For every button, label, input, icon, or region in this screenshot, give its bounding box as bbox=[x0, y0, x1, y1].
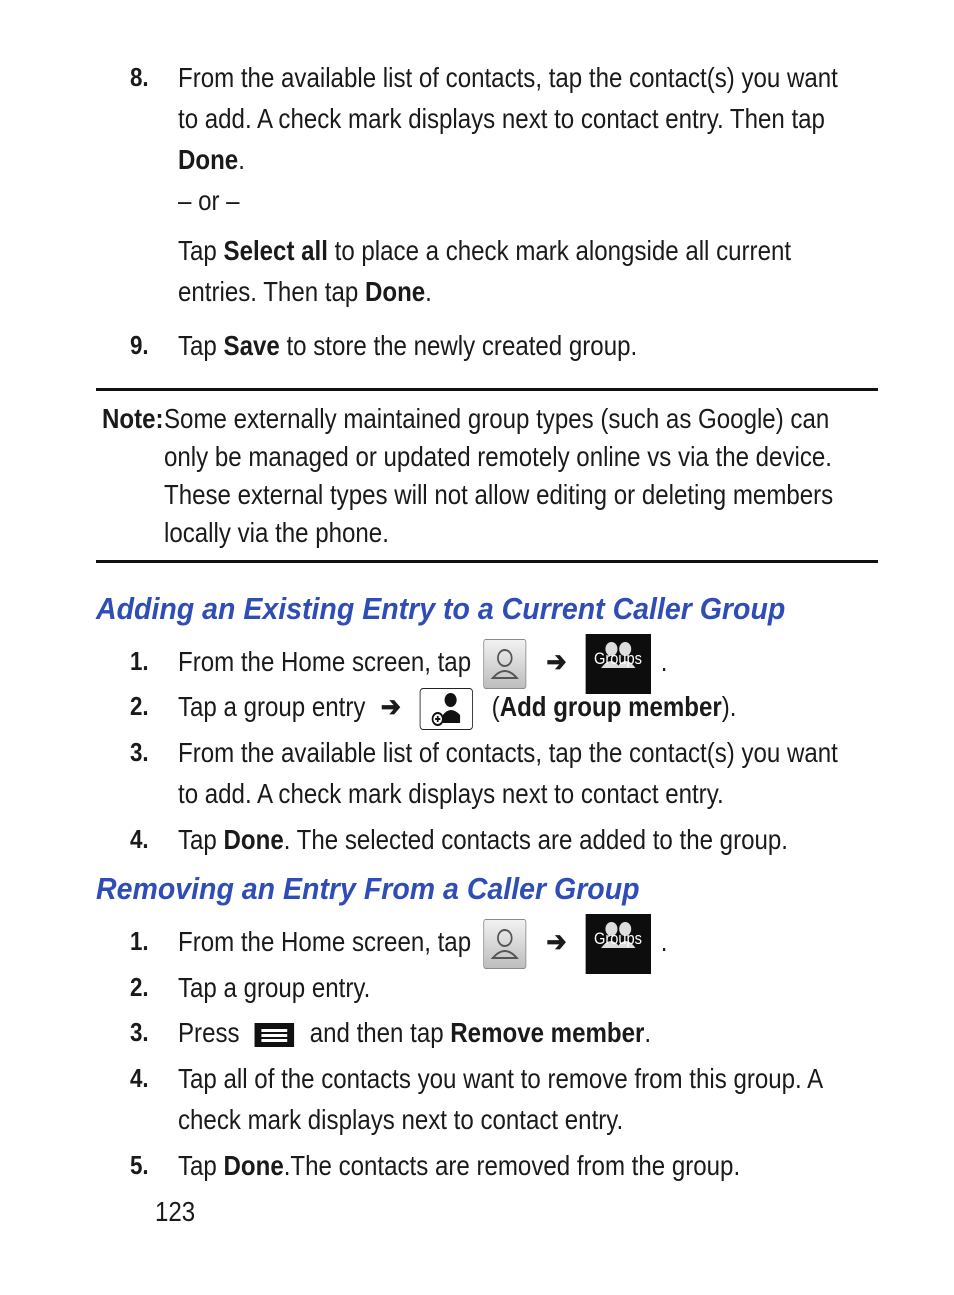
step-number: 1. bbox=[130, 926, 149, 956]
step-number: 4. bbox=[130, 1063, 149, 1093]
text-span: Tap bbox=[178, 1150, 224, 1181]
text-span: . bbox=[660, 646, 668, 677]
groups-icon-label: Groups bbox=[594, 928, 642, 948]
text-span: Press bbox=[178, 1017, 240, 1048]
step-text bbox=[178, 1145, 866, 1186]
note-line: locally via the phone. bbox=[164, 517, 389, 548]
text-span: . The selected contacts are added to the group. bbox=[283, 824, 788, 855]
step-number: 3. bbox=[130, 1017, 149, 1047]
bold-term: Done bbox=[223, 1150, 284, 1181]
text-span: to place a check mark alongside all current bbox=[327, 235, 792, 266]
step-line: to add. A check mark displays next to contact entry. bbox=[178, 778, 724, 809]
step-text bbox=[178, 57, 866, 312]
step-line bbox=[178, 139, 866, 180]
text-span: entries. Then tap bbox=[178, 276, 365, 307]
text-span: .The contacts are removed from the group. bbox=[283, 1150, 741, 1181]
arrow-icon: ➔ bbox=[546, 926, 567, 957]
step-line bbox=[178, 271, 866, 312]
text-span: Tap a group entry bbox=[178, 691, 366, 722]
step-line: check mark displays next to contact entry. bbox=[178, 1104, 624, 1135]
step-text bbox=[178, 325, 866, 366]
bold-term: Done bbox=[364, 276, 426, 307]
step-number: 5. bbox=[130, 1150, 149, 1180]
step-line: Tap all of the contacts you want to remove from this group. A bbox=[178, 1063, 824, 1094]
text-span: . bbox=[238, 144, 245, 175]
text-span: . bbox=[660, 926, 668, 957]
bold-term: Done bbox=[223, 824, 284, 855]
text-span: From the Home screen, tap bbox=[178, 926, 472, 957]
text-span: ). bbox=[721, 691, 737, 722]
text-span: . bbox=[644, 1017, 652, 1048]
step-line bbox=[178, 230, 866, 271]
step-text bbox=[178, 1012, 866, 1053]
step-text bbox=[178, 819, 866, 860]
step-text bbox=[178, 1058, 866, 1140]
contacts-app-icon bbox=[483, 639, 526, 689]
text-span: Tap bbox=[178, 330, 224, 361]
text-span: to store the newly created group. bbox=[279, 330, 638, 361]
step-text bbox=[178, 910, 866, 974]
arrow-icon: ➔ bbox=[380, 691, 401, 722]
contacts-app-icon bbox=[483, 919, 526, 969]
note-bottom-rule bbox=[96, 560, 878, 563]
step-line: From the available list of contacts, tap the contact(s) you want bbox=[178, 737, 838, 768]
step-number: 3. bbox=[130, 737, 149, 767]
add-group-member-icon bbox=[420, 688, 473, 730]
text-span: . bbox=[425, 276, 432, 307]
step-number: 2. bbox=[130, 972, 149, 1002]
text-span: ( bbox=[491, 691, 500, 722]
section-heading-adding: Adding an Existing Entry to a Current Caller Group bbox=[96, 591, 786, 626]
text-span: From the Home screen, tap bbox=[178, 646, 472, 677]
arrow-icon: ➔ bbox=[546, 646, 567, 677]
step-number: 9. bbox=[130, 330, 149, 360]
note-body bbox=[164, 400, 904, 552]
note-line: Some externally maintained group types (such as Google) can bbox=[164, 403, 830, 434]
bold-term: Add group member bbox=[499, 691, 722, 722]
note-line: only be managed or updated remotely online vs via the device. bbox=[164, 441, 832, 472]
groups-icon-label: Groups bbox=[594, 648, 642, 668]
page-number: 123 bbox=[155, 1196, 196, 1227]
note-top-rule bbox=[96, 388, 878, 391]
or-separator: – or – bbox=[178, 185, 240, 216]
bold-term: Save bbox=[223, 330, 280, 361]
bold-term: Done bbox=[178, 144, 239, 175]
step-line: to add. A check mark displays next to contact entry. Then tap bbox=[178, 103, 825, 134]
note-label: Note: bbox=[102, 403, 164, 434]
bold-term: Remove member bbox=[450, 1017, 645, 1048]
step-text bbox=[178, 686, 866, 730]
step-number: 2. bbox=[130, 691, 149, 721]
step-number: 4. bbox=[130, 824, 149, 854]
step-text bbox=[178, 732, 866, 814]
step-number: 1. bbox=[130, 646, 149, 676]
groups-tab-icon bbox=[585, 634, 650, 694]
step-line: From the available list of contacts, tap the contact(s) you want bbox=[178, 62, 838, 93]
text-span: Tap bbox=[178, 824, 224, 855]
step-text: Tap a group entry. bbox=[178, 972, 371, 1003]
section-heading-removing: Removing an Entry From a Caller Group bbox=[96, 871, 640, 906]
step-number: 8. bbox=[130, 62, 149, 92]
note-line: These external types will not allow editing or deleting members bbox=[164, 479, 834, 510]
text-span: Tap bbox=[178, 235, 224, 266]
step-text bbox=[178, 630, 866, 694]
menu-key-icon bbox=[255, 1023, 295, 1047]
text-span: and then tap bbox=[309, 1017, 451, 1048]
bold-term: Select all bbox=[223, 235, 328, 266]
groups-tab-icon bbox=[585, 914, 650, 974]
